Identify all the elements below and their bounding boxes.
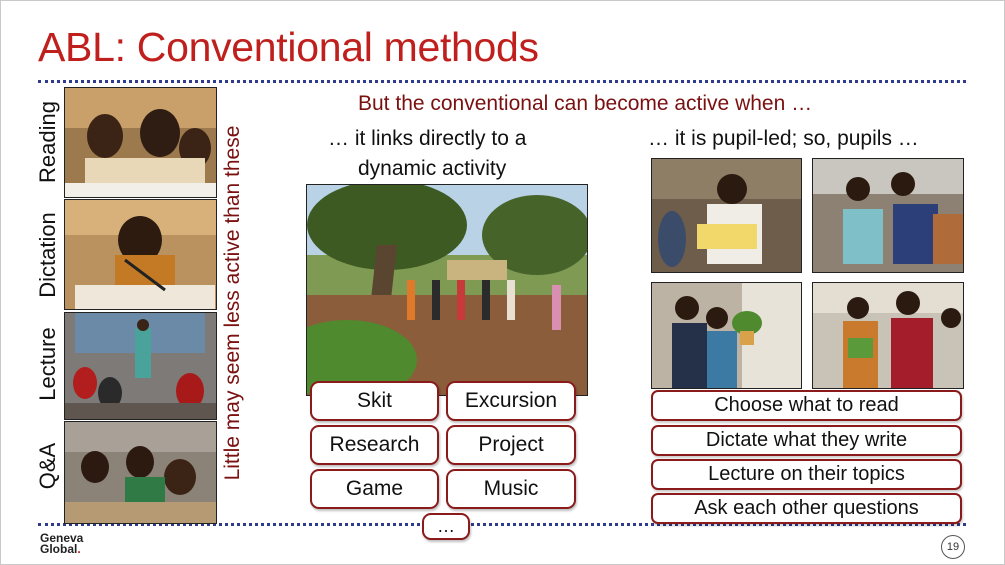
photo-pupil-lecture <box>812 282 964 389</box>
page-number: 19 <box>941 535 965 559</box>
pupil-item-ask-questions[interactable]: Ask each other questions <box>651 493 962 524</box>
activity-project-button[interactable]: Project <box>446 425 576 465</box>
activity-music-button[interactable]: Music <box>446 469 576 509</box>
middle-caption-line2: dynamic activity <box>358 157 507 180</box>
pupil-item-choose-read[interactable]: Choose what to read <box>651 390 962 421</box>
activity-skit-button[interactable]: Skit <box>310 381 439 421</box>
subhead: But the conventional can become active when … <box>358 92 813 115</box>
photo-pupil-plant <box>651 282 802 389</box>
photo-lecture <box>64 312 217 420</box>
pupil-item-dictate-write[interactable]: Dictate what they write <box>651 425 962 456</box>
photo-outdoor-activity <box>306 184 588 396</box>
photo-pupil-group <box>812 158 964 273</box>
activity-game-button[interactable]: Game <box>310 469 439 509</box>
slide-title: ABL: Conventional methods <box>38 24 539 70</box>
photo-reading <box>64 87 217 198</box>
right-caption: … it is pupil-led; so, pupils … <box>648 127 919 150</box>
top-dotted-divider <box>38 80 966 83</box>
more-activities-button[interactable]: … <box>422 513 470 540</box>
geneva-global-logo: Geneva Global. <box>40 531 84 556</box>
photo-qa <box>64 421 217 524</box>
photo-dictation <box>64 199 217 310</box>
middle-caption-line1: … it links directly to a <box>328 127 527 150</box>
activity-excursion-button[interactable]: Excursion <box>446 381 576 421</box>
pupil-item-lecture-topics[interactable]: Lecture on their topics <box>651 459 962 490</box>
photo-pupil-reading <box>651 158 802 273</box>
activity-research-button[interactable]: Research <box>310 425 439 465</box>
